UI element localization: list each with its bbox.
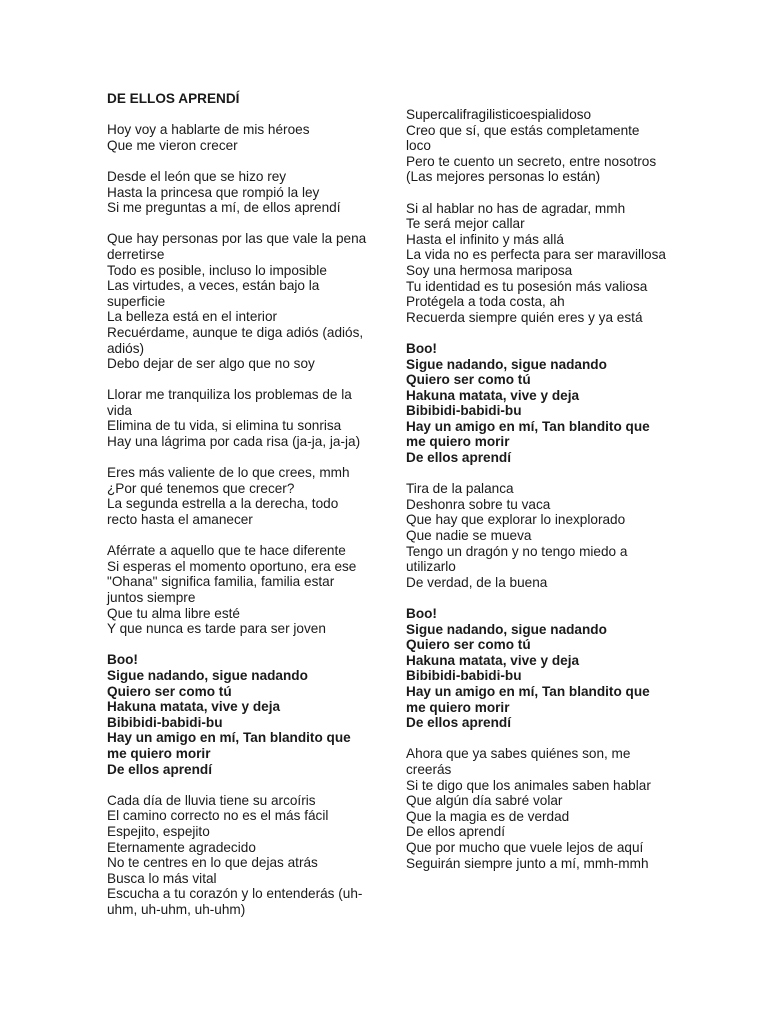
lyric-line: Si al hablar no has de agradar, mmh <box>406 200 626 216</box>
lyric-line: Boo! <box>406 340 437 356</box>
lyric-line: Quiero ser como tú <box>406 637 531 653</box>
lyric-line: Supercalifragilisticoespialidoso <box>406 107 592 122</box>
lyric-line: Elimina de tu vida, si elimina tu sonrisa <box>107 418 342 434</box>
lyric-line: Hay un amigo en mí, Tan blandito que me quiero morir <box>107 730 351 761</box>
lyric-line: Las virtudes, a veces, están bajo la superficie <box>107 278 320 309</box>
right-column <box>406 107 668 887</box>
lyric-line: Desde el león que se hizo rey <box>107 168 287 184</box>
lyric-line: Que tu alma libre esté <box>107 605 240 621</box>
lyric-line: Que me vieron crecer <box>107 137 238 153</box>
lyric-line: Que por mucho que vuele lejos de aquí <box>406 839 644 855</box>
lyric-line: Quiero ser como tú <box>406 372 531 388</box>
lyric-line: Sigue nadando, sigue nadando <box>406 621 607 637</box>
lyric-line: Cada día de lluvia tiene su arcoíris <box>107 792 316 808</box>
lyric-line: Si esperas el momento oportuno, era ese "Ohana" significa familia, familia estar juntos siempre <box>107 558 357 605</box>
lyric-line: Escucha a tu corazón y lo entenderás (uh-uhm, uh-uhm, uh-uhm) <box>107 886 363 917</box>
right-stanzas <box>406 107 668 871</box>
verse-stanza <box>107 122 369 153</box>
lyric-line: Hasta el infinito y más allá <box>406 231 564 247</box>
lyric-line: Si te digo que los animales saben hablar <box>406 777 651 793</box>
lyric-line: Bibibidi-babidi-bu <box>107 714 223 730</box>
left-stanzas <box>107 122 369 917</box>
lyric-line: Espejito, espejito <box>107 823 210 839</box>
lyric-line: Boo! <box>107 652 138 668</box>
lyric-line: Creo que sí, que estás completamente loco <box>406 122 640 154</box>
verse-stanza <box>107 231 369 371</box>
lyric-line: Hasta la princesa que rompió la ley <box>107 184 320 200</box>
lyric-line: Busca lo más vital <box>107 870 217 886</box>
lyric-line: Aférrate a aquello que te hace diferente <box>107 543 346 559</box>
lyric-line: Hakuna matata, vive y deja <box>406 652 580 668</box>
lyric-line: Tu identidad es tu posesión más valiosa <box>406 278 648 294</box>
lyric-line: Hakuna matata, vive y deja <box>107 699 281 715</box>
verse-stanza <box>406 107 668 185</box>
lyric-line: Sigue nadando, sigue nadando <box>107 667 308 683</box>
lyric-line: Ahora que ya sabes quiénes son, me creerás <box>406 746 631 777</box>
lyric-line: Recuerda siempre quién eres y ya está <box>406 309 643 325</box>
lyric-line: Que nadie se mueva <box>406 528 532 544</box>
lyric-line: Hay un amigo en mí, Tan blandito que me quiero morir <box>406 418 650 450</box>
lyric-line: De verdad, de la buena <box>406 574 548 590</box>
lyric-line: Sigue nadando, sigue nadando <box>406 356 607 372</box>
lyric-line: Tengo un dragón y no tengo miedo a utilizarlo <box>406 543 628 575</box>
song-title: DE ELLOS APRENDÍ <box>107 91 240 106</box>
lyric-line: Hoy voy a hablarte de mis héroes <box>107 122 310 138</box>
lyric-line: De ellos aprendí <box>406 824 505 840</box>
lyric-line: Que hay que explorar lo inexplorado <box>406 512 626 528</box>
verse-stanza <box>107 169 369 216</box>
lyric-line: Quiero ser como tú <box>107 683 232 699</box>
lyric-line: Tira de la palanca <box>406 481 514 497</box>
lyric-line: La belleza está en el interior <box>107 309 278 325</box>
verse-stanza <box>107 793 369 918</box>
lyric-line: Eternamente agradecido <box>107 839 256 855</box>
verse-stanza <box>107 465 369 527</box>
lyric-line: De ellos aprendí <box>107 761 213 777</box>
lyric-line: Bibibidi-babidi-bu <box>406 668 522 684</box>
lyric-line: Te será mejor callar <box>406 216 525 232</box>
lyric-line: Protégela a toda costa, ah <box>406 294 565 310</box>
lyric-line: Hakuna matata, vive y deja <box>406 387 580 403</box>
lyric-line: Todo es posible, incluso lo imposible <box>107 262 327 278</box>
lyric-line: Que hay personas por las que vale la pena derretirse <box>107 231 367 262</box>
lyric-line: Hay una lágrima por cada risa (ja-ja, ja-ja) <box>107 434 361 450</box>
lyric-line: De ellos aprendí <box>406 450 512 466</box>
lyric-line: Si me preguntas a mí, de ellos aprendí <box>107 200 341 216</box>
lyric-line: El camino correcto no es el más fácil <box>107 808 329 824</box>
verse-stanza <box>107 543 369 637</box>
lyric-line: Boo! <box>406 606 437 621</box>
lyric-line: La vida no es perfecta para ser maravillosa <box>406 247 666 263</box>
lyric-line: (Las mejores personas lo están) <box>406 169 601 185</box>
verse-stanza <box>406 201 668 326</box>
lyric-line: Que la magia es de verdad <box>406 808 570 824</box>
lyric-line: Que algún día sabré volar <box>406 793 563 809</box>
lyric-line: Llorar me tranquiliza los problemas de la vida <box>107 387 352 418</box>
verse-stanza <box>406 746 668 871</box>
lyric-line: Bibibidi-babidi-bu <box>406 403 522 419</box>
lyric-line: De ellos aprendí <box>406 715 512 731</box>
chorus-stanza <box>406 606 668 731</box>
lyric-line: Recuérdame, aunque te diga adiós (adiós, adiós) <box>107 324 364 356</box>
lyric-line: La segunda estrella a la derecha, todo recto hasta el amanecer <box>107 496 339 528</box>
lyric-line: ¿Por qué tenemos que crecer? <box>107 480 295 496</box>
chorus-stanza <box>107 652 369 777</box>
left-column <box>107 91 369 933</box>
lyric-line: Hay un amigo en mí, Tan blandito que me quiero morir <box>406 683 650 715</box>
chorus-stanza <box>406 341 668 466</box>
lyric-line: Deshonra sobre tu vaca <box>406 496 551 512</box>
verse-stanza <box>107 387 369 449</box>
lyric-line: Eres más valiente de lo que crees, mmh <box>107 465 350 481</box>
verse-stanza <box>406 481 668 590</box>
lyric-line: Pero te cuento un secreto, entre nosotros <box>406 153 657 169</box>
lyric-line: No te centres en lo que dejas atrás <box>107 855 318 871</box>
lyric-line: Debo dejar de ser algo que no soy <box>107 356 315 372</box>
lyric-line: Y que nunca es tarde para ser joven <box>107 621 326 637</box>
lyric-line: Seguirán siempre junto a mí, mmh-mmh <box>406 855 649 871</box>
lyric-line: Soy una hermosa mariposa <box>406 262 573 278</box>
